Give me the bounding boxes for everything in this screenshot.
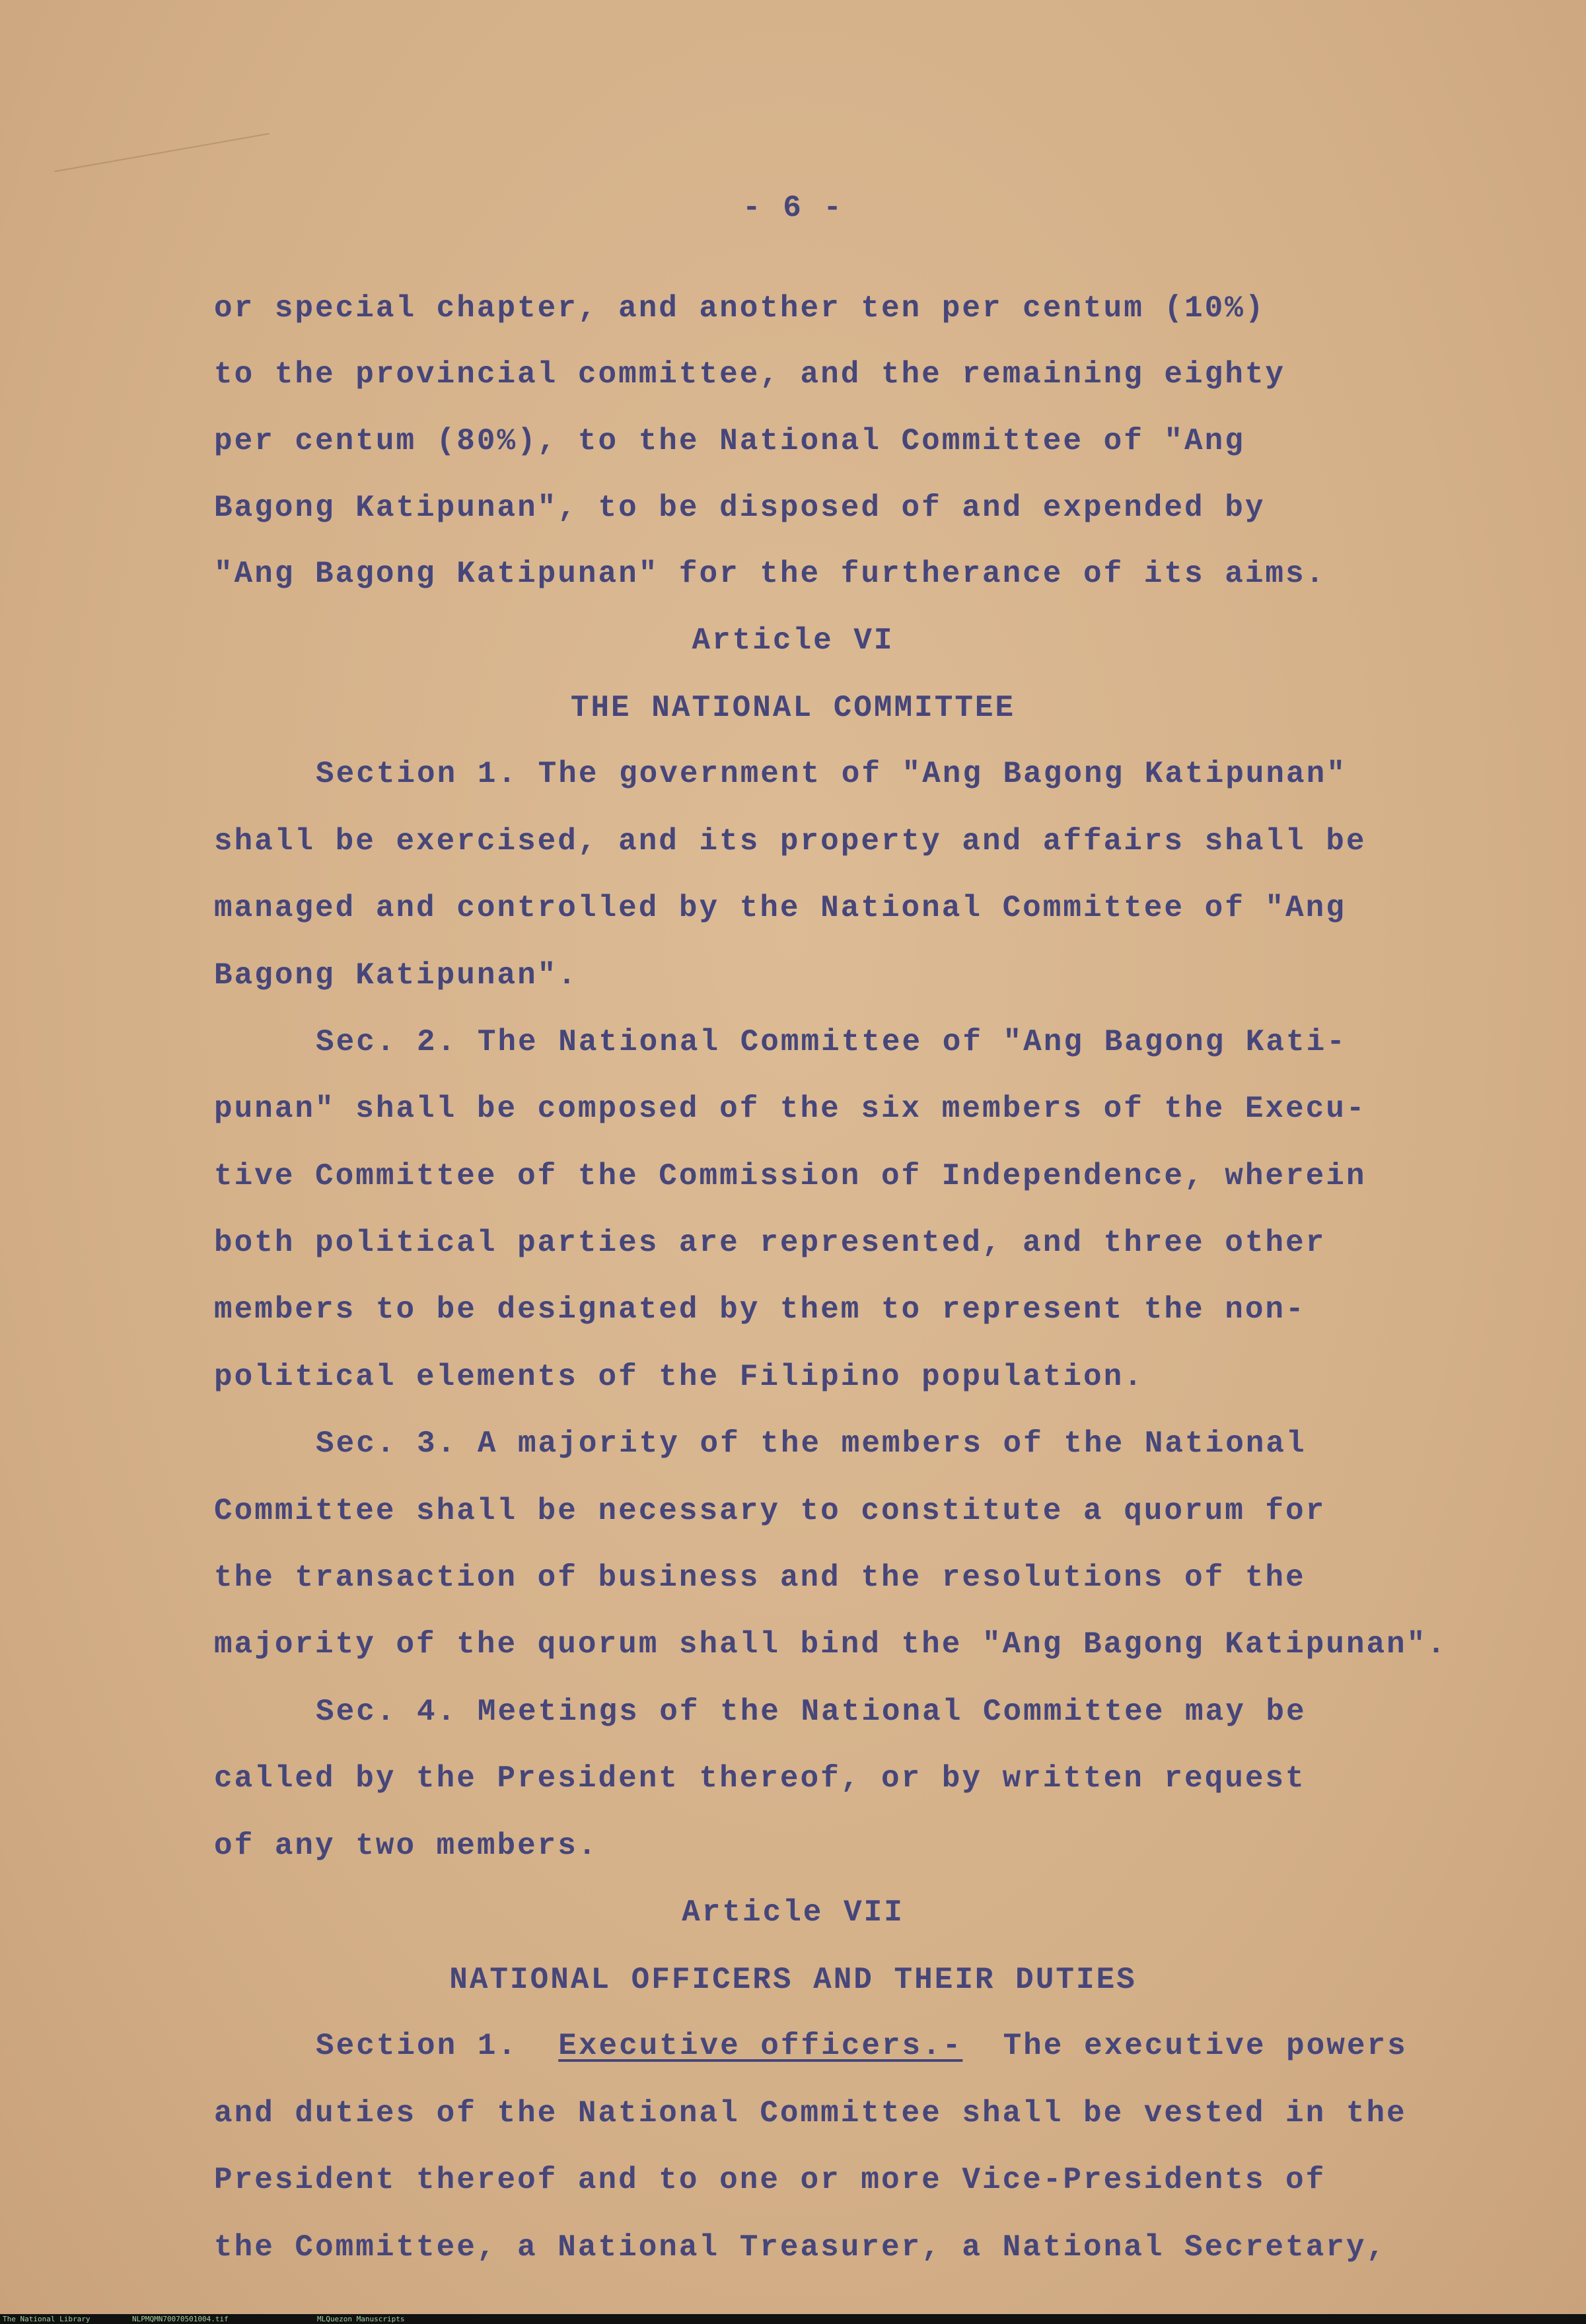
article-6-title: Article VI — [692, 623, 894, 658]
section-text: The executive powers — [1003, 2029, 1408, 2063]
text-line: members to be designated by them to represent the non- — [214, 1292, 1306, 1327]
paper-crease — [54, 133, 269, 172]
text-line: Bagong Katipunan", to be disposed of and expended by — [214, 491, 1266, 525]
footer-library: The National Library — [3, 2315, 90, 2323]
article-7-title: Article VII — [682, 1895, 904, 1930]
text-line: called by the President thereof, or by written request — [214, 1761, 1306, 1796]
page-number: - 6 - — [742, 191, 844, 225]
article-7-heading: NATIONAL OFFICERS AND THEIR DUTIES — [449, 1963, 1137, 1997]
text-line: shall be exercised, and its property and affairs shall be — [214, 824, 1367, 859]
footer-collection: MLQuezon Manuscripts — [317, 2315, 405, 2323]
text-line: Bagong Katipunan". — [214, 958, 578, 993]
text-line: to the provincial committee, and the remaining eighty — [214, 357, 1286, 392]
text-line: Section 1. The government of "Ang Bagong Katipunan" — [316, 757, 1347, 791]
article-6-heading: THE NATIONAL COMMITTEE — [570, 691, 1016, 725]
text-line: of any two members. — [214, 1829, 598, 1863]
text-line: both political parties are represented, and three other — [214, 1226, 1326, 1260]
text-line: Sec. 3. A majority of the members of the National — [316, 1426, 1307, 1461]
text-line: or special chapter, and another ten per centum (10%) — [214, 291, 1266, 326]
text-line: Sec. 4. Meetings of the National Committee may be — [316, 1695, 1307, 1729]
text-line: the transaction of business and the resolutions of the — [214, 1561, 1306, 1595]
text-line: the Committee, a National Treasurer, a National Secretary, — [214, 2230, 1387, 2265]
text-line: President thereof and to one or more Vice-Presidents of — [214, 2163, 1326, 2197]
text-line: tive Committee of the Commission of Independence, wherein — [214, 1159, 1367, 1193]
text-line: political elements of the Filipino population. — [214, 1360, 1144, 1394]
section-1-line — [316, 2031, 1408, 2061]
text-line: Sec. 2. The National Committee of "Ang Bagong Kati- — [316, 1025, 1347, 1059]
text-line: majority of the quorum shall bind the "Ang Bagong Katipunan". — [214, 1627, 1447, 1662]
text-line: and duties of the National Committee shall be vested in the — [214, 2096, 1407, 2130]
scan-footer — [0, 2314, 1586, 2324]
footer-file-id: NLPMQMN70070501004.tif — [132, 2315, 229, 2323]
section-label: Section 1. — [316, 2029, 519, 2063]
text-line: managed and controlled by the National Committee of "Ang — [214, 891, 1346, 925]
section-title-underlined: Executive officers.- — [558, 2029, 963, 2063]
text-line: per centum (80%), to the National Committee of "Ang — [214, 424, 1245, 458]
text-line: "Ang Bagong Katipunan" for the furtherance of its aims. — [214, 557, 1326, 591]
text-line: Committee shall be necessary to constitute a quorum for — [214, 1494, 1326, 1528]
text-line: punan" shall be composed of the six members of the Execu- — [214, 1092, 1367, 1126]
